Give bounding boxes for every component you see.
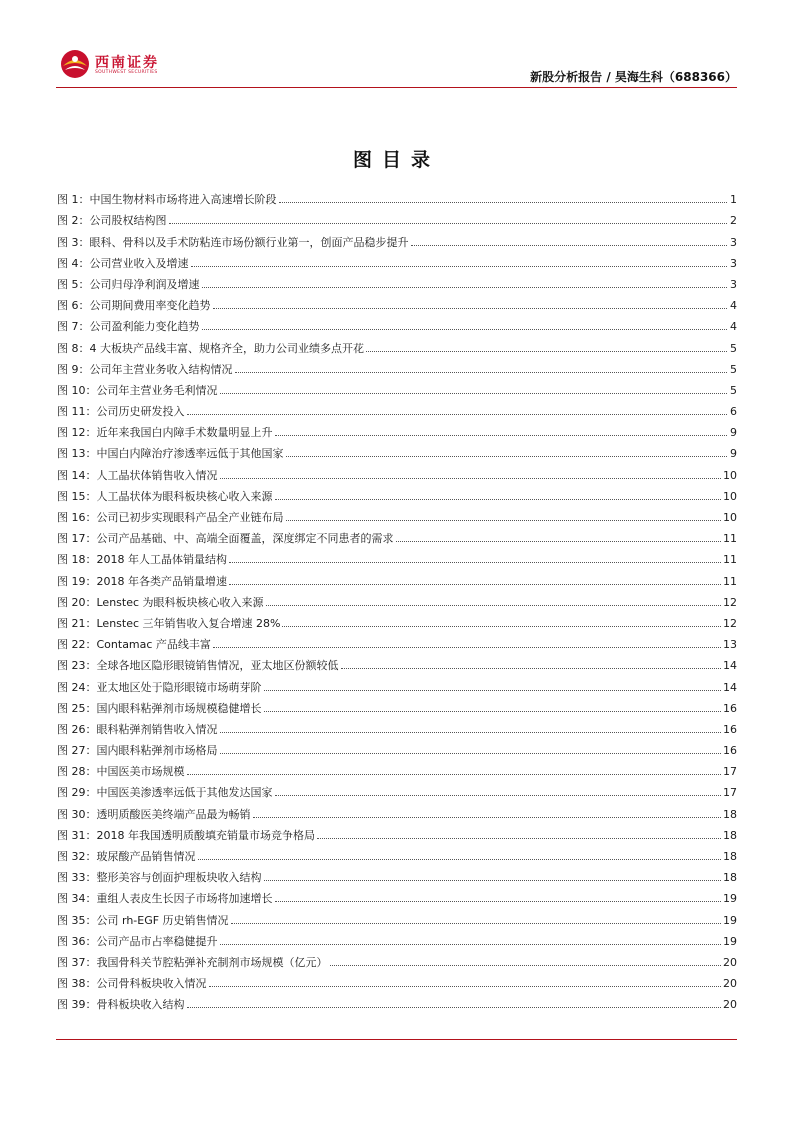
toc-dot-leader — [213, 308, 728, 309]
toc-entry[interactable] — [57, 715, 737, 736]
toc-entry-label: 图 29：中国医美渗透率远低于其他发达国家 — [57, 786, 273, 800]
toc-entry[interactable] — [57, 588, 737, 609]
toc-dot-leader — [264, 711, 722, 712]
toc-entry-label: 图 33：整形美容与创面护理板块收入结构 — [57, 871, 262, 885]
toc-entry-label: 图 18：2018 年人工晶体销量结构 — [57, 553, 227, 567]
toc-entry[interactable] — [57, 969, 737, 990]
toc-entry-page-number: 18 — [723, 828, 737, 842]
toc-entry[interactable] — [57, 524, 737, 545]
toc-entry[interactable] — [57, 672, 737, 693]
toc-entry-page-number: 5 — [730, 341, 737, 355]
toc-entry-label: 图 23：全球各地区隐形眼镜销售情况，亚太地区份额较低 — [57, 659, 339, 673]
toc-dot-leader — [235, 372, 728, 373]
toc-entry-label: 图 7：公司盈利能力变化趋势 — [57, 320, 200, 334]
toc-dot-leader — [317, 838, 721, 839]
toc-entry-label: 图 26：眼科粘弹剂销售收入情况 — [57, 722, 218, 736]
toc-entry[interactable] — [57, 355, 737, 376]
toc-entry[interactable] — [57, 566, 737, 587]
toc-entry[interactable] — [57, 312, 737, 333]
toc-entry-label: 图 34：重组人表皮生长因子市场将加速增长 — [57, 892, 273, 906]
toc-entry-label: 图 11：公司历史研发投入 — [57, 405, 185, 419]
toc-entry[interactable] — [57, 884, 737, 905]
toc-dot-leader — [396, 541, 722, 542]
toc-entry[interactable] — [57, 291, 737, 312]
toc-entry[interactable] — [57, 927, 737, 948]
toc-entry-page-number: 6 — [730, 405, 737, 419]
toc-entry-page-number: 16 — [723, 701, 737, 715]
toc-entry-page-number: 19 — [723, 934, 737, 948]
toc-entry[interactable] — [57, 630, 737, 651]
toc-entry-page-number: 9 — [730, 447, 737, 461]
toc-entry[interactable] — [57, 482, 737, 503]
toc-entry-label: 图 24：亚太地区处于隐形眼镜市场萌芽阶 — [57, 680, 262, 694]
logo-english-name: SOUTHWEST SECURITIES — [95, 70, 158, 75]
toc-entry-label: 图 4：公司营业收入及增速 — [57, 256, 189, 270]
toc-dot-leader — [229, 562, 721, 563]
figure-index-list — [57, 185, 737, 1011]
toc-entry[interactable] — [57, 799, 737, 820]
toc-entry-page-number: 3 — [730, 256, 737, 270]
toc-entry-label: 图 14：人工晶状体销售收入情况 — [57, 468, 218, 482]
toc-entry[interactable] — [57, 863, 737, 884]
page-title: 图目录 — [352, 149, 440, 171]
toc-entry-page-number: 3 — [730, 235, 737, 249]
toc-entry-label: 图 39：骨科板块收入结构 — [57, 998, 185, 1012]
toc-entry-page-number: 17 — [723, 786, 737, 800]
toc-dot-leader — [198, 859, 722, 860]
toc-entry-label: 图 12：近年来我国白内障手术数量明显上升 — [57, 426, 273, 440]
toc-entry[interactable] — [57, 778, 737, 799]
toc-entry[interactable] — [57, 736, 737, 757]
toc-entry-label: 图 1：中国生物材料市场将进入高速增长阶段 — [57, 193, 277, 207]
toc-entry-page-number: 2 — [730, 214, 737, 228]
toc-entry-label: 图 28：中国医美市场规模 — [57, 765, 185, 779]
toc-entry-label: 图 38：公司骨科板块收入情况 — [57, 977, 207, 991]
toc-dot-leader — [275, 795, 722, 796]
logo-chinese-name: 西南证券 — [95, 55, 159, 71]
toc-entry-label: 图 21：Lenstec 三年销售收入复合增速 28% — [57, 616, 281, 630]
toc-dot-leader — [253, 817, 722, 818]
toc-entry-label: 图 37：我国骨科关节腔粘弹补充制剂市场规模（亿元） — [57, 955, 328, 969]
toc-entry-label: 图 36：公司产品市占率稳健提升 — [57, 934, 218, 948]
footer-divider — [56, 1039, 737, 1040]
toc-entry[interactable] — [57, 609, 737, 630]
toc-entry-page-number: 4 — [730, 299, 737, 313]
toc-dot-leader — [264, 880, 722, 881]
toc-entry-label: 图 30：透明质酸医美终端产品最为畅销 — [57, 807, 251, 821]
toc-entry-page-number: 19 — [723, 892, 737, 906]
toc-entry[interactable] — [57, 460, 737, 481]
report-header-title: 新股分析报告 / 昊海生科（688366） — [530, 70, 737, 84]
toc-entry-page-number: 18 — [723, 850, 737, 863]
toc-entry-label: 图 32：玻尿酸产品销售情况 — [57, 850, 196, 863]
toc-entry-label: 图 27：国内眼科粘弹剂市场格局 — [57, 744, 218, 758]
toc-entry-label: 图 6：公司期间费用率变化趋势 — [57, 299, 211, 313]
toc-dot-leader — [187, 774, 722, 775]
toc-dot-leader — [279, 202, 728, 203]
toc-entry-label: 图 17：公司产品基础、中、高端全面覆盖，深度绑定不同患者的需求 — [57, 532, 394, 546]
toc-entry[interactable] — [57, 249, 737, 270]
toc-entry-page-number: 14 — [723, 659, 737, 673]
toc-entry[interactable] — [57, 270, 737, 291]
toc-entry-label: 图 35：公司 rh-EGF 历史销售情况 — [57, 913, 229, 927]
toc-entry-label: 图 16：公司已初步实现眼科产品全产业链布局 — [57, 511, 284, 524]
toc-dot-leader — [286, 520, 722, 521]
toc-entry-page-number: 20 — [723, 955, 737, 969]
toc-dot-leader — [330, 965, 722, 966]
toc-entry-label: 图 10：公司年主营业务毛利情况 — [57, 383, 218, 397]
toc-entry-page-number: 19 — [723, 913, 737, 927]
toc-entry[interactable] — [57, 418, 737, 439]
toc-entry-page-number: 20 — [723, 998, 737, 1012]
toc-entry-page-number: 13 — [723, 638, 737, 652]
toc-entry[interactable] — [57, 842, 737, 863]
toc-entry-page-number: 11 — [723, 553, 737, 567]
toc-entry-page-number: 18 — [723, 807, 737, 821]
toc-dot-leader — [187, 414, 728, 415]
toc-dot-leader — [220, 478, 722, 479]
toc-entry-page-number: 16 — [723, 722, 737, 736]
toc-dot-leader — [202, 329, 728, 330]
toc-entry[interactable] — [57, 503, 737, 524]
logo-emblem-icon — [59, 48, 91, 80]
toc-entry[interactable] — [57, 990, 737, 1011]
toc-entry[interactable] — [57, 757, 737, 778]
toc-entry-label: 图 5：公司归母净利润及增速 — [57, 277, 200, 291]
toc-entry[interactable] — [57, 821, 737, 842]
toc-entry-page-number: 9 — [730, 426, 737, 440]
toc-entry[interactable] — [57, 439, 737, 460]
toc-dot-leader — [411, 245, 728, 246]
toc-dot-leader — [169, 223, 728, 224]
toc-dot-leader — [220, 944, 722, 945]
toc-entry[interactable] — [57, 333, 737, 354]
toc-entry[interactable] — [57, 397, 737, 418]
toc-entry-page-number: 5 — [730, 383, 737, 397]
toc-entry[interactable] — [57, 206, 737, 227]
toc-entry-label: 图 8：4 大板块产品线丰富、规格齐全，助力公司业绩多点开花 — [57, 341, 364, 355]
toc-entry-page-number: 20 — [723, 977, 737, 991]
toc-entry[interactable] — [57, 185, 737, 206]
toc-entry-page-number: 1 — [730, 193, 737, 207]
toc-dot-leader — [341, 668, 722, 669]
toc-entry-page-number: 16 — [723, 744, 737, 758]
toc-entry-label: 图 22：Contamac 产品线丰富 — [57, 638, 211, 652]
toc-entry-label: 图 2：公司股权结构图 — [57, 214, 167, 228]
toc-dot-leader — [187, 1007, 722, 1008]
toc-entry-label: 图 13：中国白内障治疗渗透率远低于其他国家 — [57, 447, 284, 461]
toc-entry-label: 图 15：人工晶状体为眼科板块核心收入来源 — [57, 489, 273, 503]
toc-dot-leader — [229, 584, 721, 585]
toc-entry[interactable] — [57, 227, 737, 248]
toc-entry-page-number: 14 — [723, 680, 737, 694]
toc-dot-leader — [220, 753, 722, 754]
toc-dot-leader — [264, 690, 722, 691]
toc-entry-page-number: 10 — [723, 511, 737, 524]
toc-dot-leader — [202, 287, 728, 288]
toc-dot-leader — [286, 456, 728, 457]
toc-entry-label: 图 25：国内眼科粘弹剂市场规模稳健增长 — [57, 701, 262, 715]
toc-entry-page-number: 12 — [723, 616, 737, 630]
toc-entry-page-number: 18 — [723, 871, 737, 885]
toc-entry-label: 图 19：2018 年各类产品销量增速 — [57, 574, 227, 588]
toc-dot-leader — [213, 647, 721, 648]
toc-entry-page-number: 11 — [723, 532, 737, 546]
toc-dot-leader — [220, 732, 722, 733]
toc-entry-page-number: 3 — [730, 277, 737, 291]
toc-entry[interactable] — [57, 545, 737, 566]
toc-entry-label: 图 3：眼科、骨科以及手术防粘连市场份额行业第一，创面产品稳步提升 — [57, 235, 409, 249]
toc-dot-leader — [282, 626, 721, 627]
toc-dot-leader — [209, 986, 722, 987]
toc-entry-label: 图 20：Lenstec 为眼科板块核心收入来源 — [57, 595, 264, 609]
toc-entry-label: 图 9：公司年主营业务收入结构情况 — [57, 362, 233, 376]
toc-entry-page-number: 12 — [723, 595, 737, 609]
company-logo — [59, 48, 169, 82]
toc-dot-leader — [275, 901, 722, 902]
toc-entry[interactable] — [57, 694, 737, 715]
toc-dot-leader — [231, 923, 721, 924]
toc-entry-page-number: 10 — [723, 489, 737, 503]
toc-entry-page-number: 5 — [730, 362, 737, 376]
toc-entry[interactable] — [57, 376, 737, 397]
toc-entry[interactable] — [57, 651, 737, 672]
toc-dot-leader — [275, 435, 728, 436]
toc-entry-label: 图 31：2018 年我国透明质酸填充销量市场竞争格局 — [57, 828, 315, 842]
toc-entry[interactable] — [57, 948, 737, 969]
toc-dot-leader — [191, 266, 728, 267]
toc-dot-leader — [220, 393, 728, 394]
toc-dot-leader — [275, 499, 722, 500]
toc-dot-leader — [266, 605, 721, 606]
toc-entry-page-number: 17 — [723, 765, 737, 779]
toc-entry-page-number: 4 — [730, 320, 737, 334]
toc-entry-page-number: 11 — [723, 574, 737, 588]
toc-dot-leader — [366, 351, 727, 352]
toc-entry[interactable] — [57, 905, 737, 926]
header-divider — [56, 87, 737, 88]
toc-entry-page-number: 10 — [723, 468, 737, 482]
